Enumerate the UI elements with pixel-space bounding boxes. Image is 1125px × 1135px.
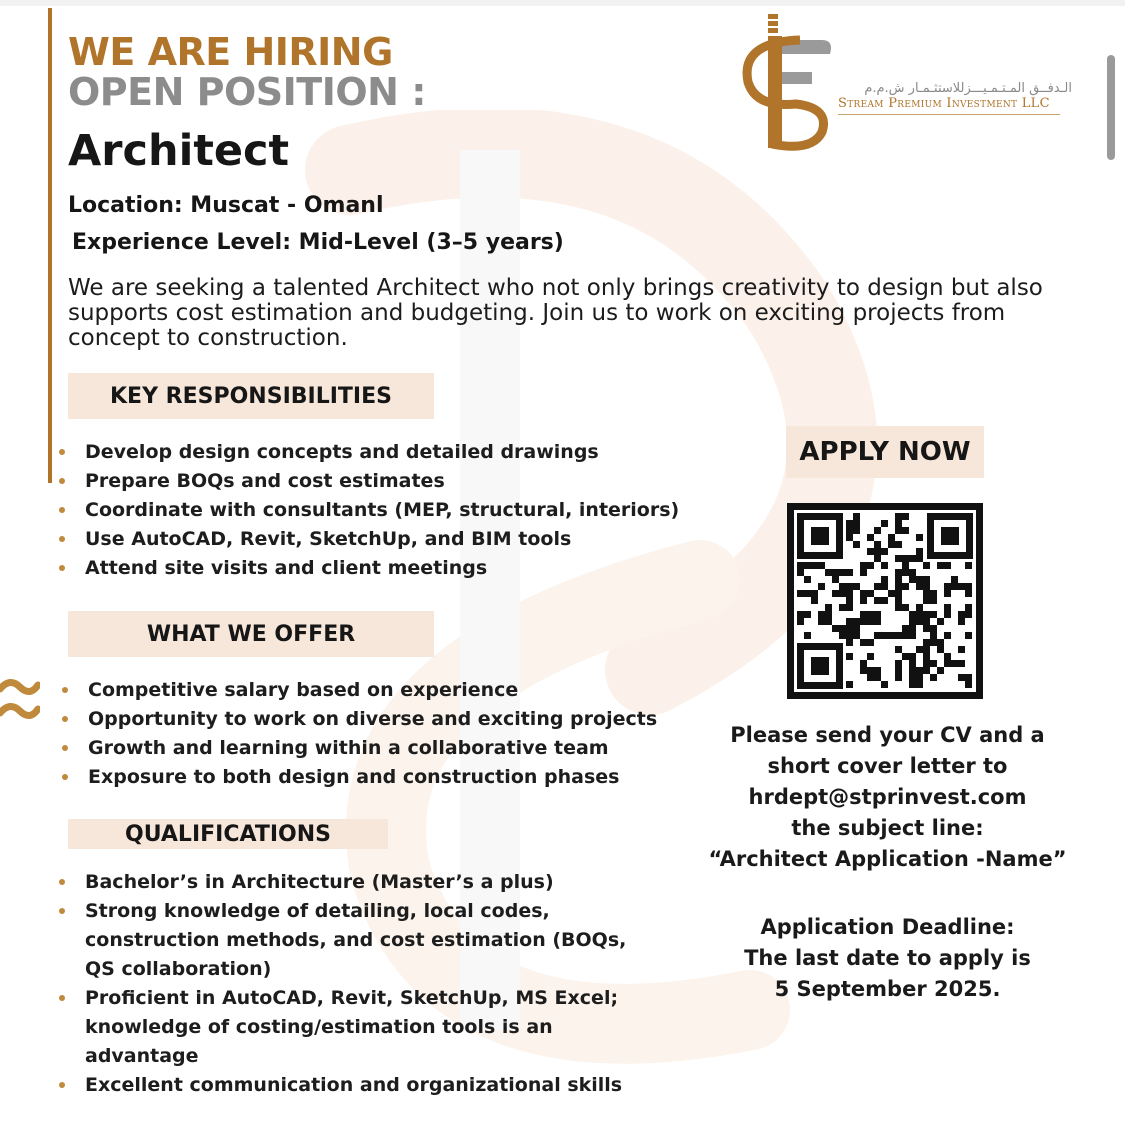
subject-line: “Architect Application -Name” <box>708 847 1067 871</box>
list-item: Attend site visits and client meetings <box>59 554 699 583</box>
section-heading-offer: WHAT WE OFFER <box>68 611 434 657</box>
scrollbar[interactable] <box>1107 55 1115 160</box>
list-item: Excellent communication and organizational skills <box>59 1071 659 1100</box>
logo-divider <box>838 114 1060 115</box>
company-logo-icon <box>738 12 838 152</box>
top-border <box>0 0 1125 6</box>
instruction-line: the subject line: <box>791 816 984 840</box>
job-intro: We are seeking a talented Architect who not only brings creativity to design but also supports cost estimation and budgeting. Join us to work on exciting projects from concept to construction. <box>68 275 1043 351</box>
qualifications-list <box>59 868 659 1100</box>
instruction-line: Please send your CV and a <box>730 723 1045 747</box>
list-item: Competitive salary based on experience <box>62 676 702 705</box>
email-link[interactable]: hrdept@stprinvest.com <box>748 785 1027 809</box>
list-item: Exposure to both design and construction phases <box>62 763 702 792</box>
offer-list <box>62 676 702 792</box>
apply-now-button[interactable]: APPLY NOW <box>786 426 984 478</box>
job-location: Location: Muscat - Omanl <box>68 193 384 218</box>
deadline-label: Application Deadline: <box>760 915 1015 939</box>
company-name: Stream Premium Investment LLC <box>838 96 1050 111</box>
deadline-date: 5 September 2025. <box>774 977 1001 1001</box>
section-heading-responsibilities: KEY RESPONSIBILITIES <box>68 373 434 419</box>
responsibilities-list <box>59 438 699 583</box>
list-item: Proficient in AutoCAD, Revit, SketchUp, MS Excel; knowledge of costing/estimation tools is an advantage <box>59 984 659 1071</box>
list-item: Develop design concepts and detailed drawings <box>59 438 699 467</box>
list-item: Strong knowledge of detailing, local codes, construction methods, and cost estimation (BOQs, QS collaboration) <box>59 897 659 984</box>
experience-level: Experience Level: Mid-Level (3–5 years) <box>72 230 564 255</box>
section-heading-qualifications: QUALIFICATIONS <box>68 819 388 849</box>
instruction-line: short cover letter to <box>767 754 1008 778</box>
list-item: Growth and learning within a collaborative team <box>62 734 702 763</box>
list-item: Bachelor’s in Architecture (Master’s a plus) <box>59 868 659 897</box>
application-instructions <box>700 720 1075 1005</box>
list-item: Prepare BOQs and cost estimates <box>59 467 699 496</box>
open-position-heading: OPEN POSITION : <box>68 70 426 114</box>
list-item: Opportunity to work on diverse and exciting projects <box>62 705 702 734</box>
accent-bar <box>48 8 52 483</box>
qr-code-icon[interactable] <box>787 503 983 699</box>
list-item: Use AutoCAD, Revit, SketchUp, and BIM tools <box>59 525 699 554</box>
job-title: Architect <box>68 126 290 176</box>
deadline-text: The last date to apply is <box>744 946 1031 970</box>
list-item: Coordinate with consultants (MEP, structural, interiors) <box>59 496 699 525</box>
hiring-heading: WE ARE HIRING <box>68 30 393 74</box>
crown-icon <box>768 14 778 33</box>
wave-decoration-icon <box>0 675 40 725</box>
company-name-arabic: الـدفــق المـتـمـيـــزللاستثـمـار ش.م.م <box>864 81 1072 96</box>
